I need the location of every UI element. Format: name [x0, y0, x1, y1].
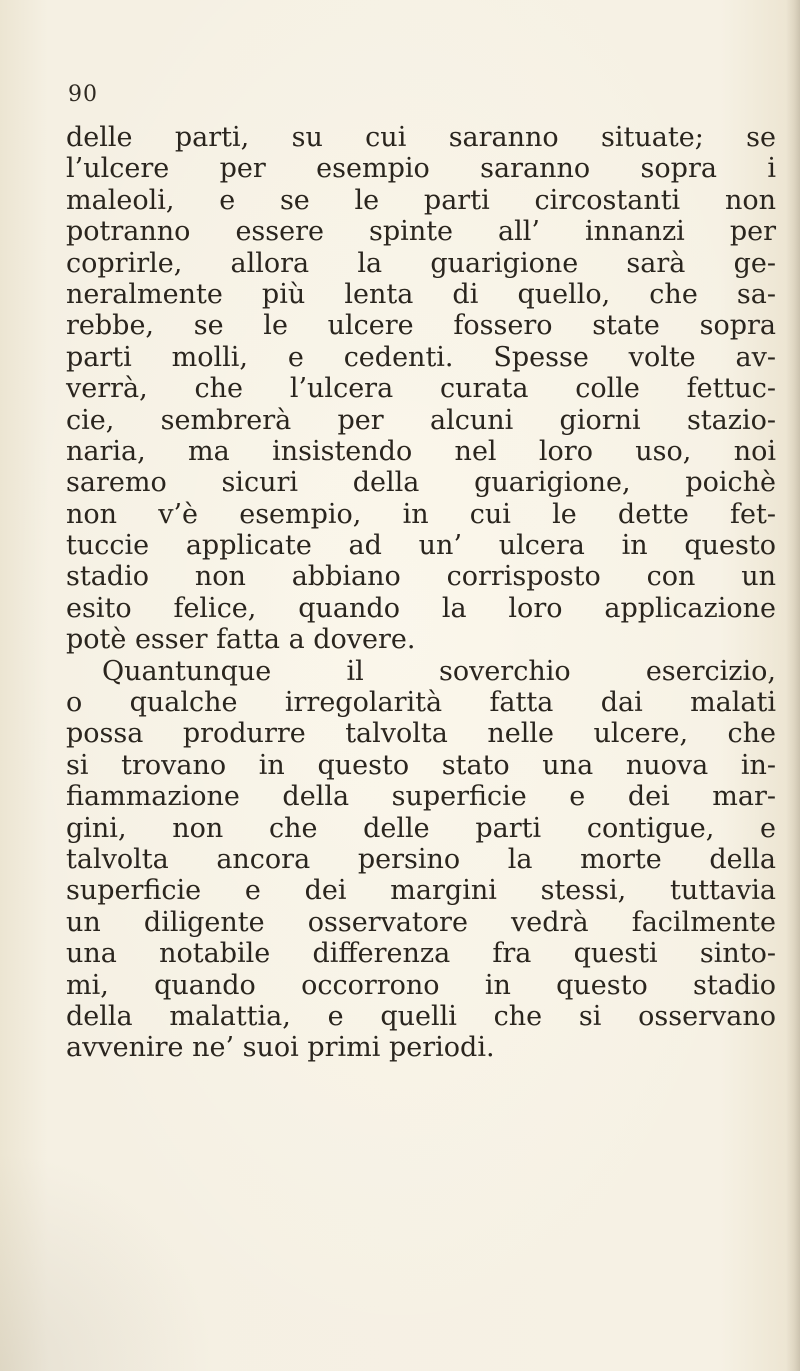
text-line: superficie e dei margini stessi, tuttavia [66, 875, 776, 907]
text-line: parti molli, e cedenti. Spesse volte av- [66, 341, 776, 373]
text-line: saremo sicuri della guarigione, poichè [66, 467, 776, 499]
text-line: possa produrre talvolta nelle ulcere, che [66, 718, 776, 750]
text-line: verrà, che l’ulcera curata colle fettuc- [66, 373, 776, 405]
text-line-paragraph-end: avvenire ne’ suoi primi periodi. [66, 1032, 495, 1064]
text-line: o qualche irregolarità fatta dai malati [66, 687, 776, 719]
text-line: si trovano in questo stato una nuova in- [66, 749, 776, 781]
text-line: una notabile differenza fra questi sinto- [66, 938, 776, 970]
text-line: naria, ma insistendo nel loro uso, noi [66, 435, 776, 467]
text-line: della malattia, e quelli che si osservano [66, 1000, 776, 1032]
text-line: delle parti, su cui saranno situate; se [66, 122, 776, 153]
text-line: mi, quando occorrono in questo stadio [66, 969, 776, 1001]
text-line: coprirle, allora la guarigione sarà ge- [66, 247, 776, 279]
text-line: cie, sembrerà per alcuni giorni stazio- [66, 404, 776, 436]
text-line: fiammazione della superficie e dei mar- [66, 781, 776, 813]
text-line: tuccie applicate ad un’ ulcera in questo [66, 530, 776, 562]
text-line: esito felice, quando la loro applicazione [66, 592, 776, 624]
text-line: stadio non abbiano corrisposto con un [66, 561, 776, 593]
page-edge-shadow [786, 0, 800, 1371]
text-line: maleoli, e se le parti circostanti non [66, 184, 776, 216]
text-line: potranno essere spinte all’ innanzi per [66, 216, 776, 248]
text-line-paragraph-end: potè esser fatta a dovere. [66, 624, 416, 656]
text-line: l’ulcere per esempio saranno sopra i [66, 153, 776, 185]
page-number: 90 [68, 82, 98, 107]
body-text [66, 122, 776, 1064]
text-line: non v’è esempio, in cui le dette fet- [66, 498, 776, 530]
text-line: gini, non che delle parti contigue, e [66, 812, 776, 844]
text-line: rebbe, se le ulcere fossero state sopra [66, 310, 776, 342]
page-corner-shadow [0, 1151, 220, 1371]
text-line-paragraph-start: Quantunque il soverchio esercizio, [102, 655, 776, 687]
text-line: neralmente più lenta di quello, che sa- [66, 278, 776, 310]
text-line: talvolta ancora persino la morte della [66, 843, 776, 875]
text-line: un diligente osservatore vedrà facilmente [66, 906, 776, 938]
